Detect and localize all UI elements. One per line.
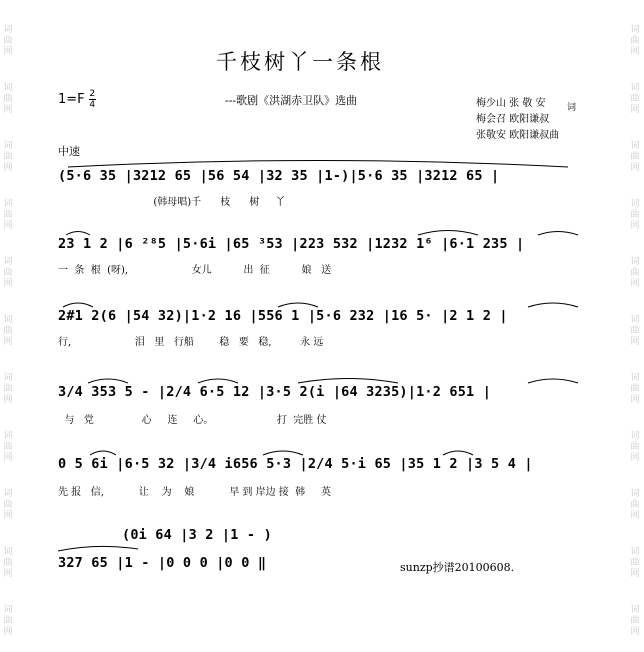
watermark-glyph: 网 <box>630 221 640 231</box>
watermark-glyph: 曲 <box>3 500 13 510</box>
watermark-glyph: 曲 <box>630 152 640 162</box>
watermark-glyph: 曲 <box>630 326 640 336</box>
notes-row-5: 0 5 6i |6·5 32 |3/4 i656 5·3 |2/4 5·i 65 |35 1 2 |3 5 4 | <box>58 456 533 472</box>
watermark-glyph: 词 <box>3 257 13 267</box>
watermark-glyph: 网 <box>630 395 640 405</box>
watermark-glyph: 词 <box>630 489 640 499</box>
watermark-glyph: 词 <box>3 25 13 35</box>
watermark-glyph: 曲 <box>3 152 13 162</box>
watermark-glyph: 词 <box>630 373 640 383</box>
credit-line-2: 梅会召 欧阳谦叔 <box>476 114 550 125</box>
watermark-glyph: 曲 <box>630 442 640 452</box>
watermark-glyph: 词 <box>630 257 640 267</box>
watermark-glyph: 曲 <box>630 210 640 220</box>
watermark-glyph: 网 <box>3 279 13 289</box>
watermark-glyph: 曲 <box>630 558 640 568</box>
key-signature <box>58 90 96 109</box>
watermark-glyph: 词 <box>3 547 13 557</box>
watermark-glyph: 词 <box>630 431 640 441</box>
watermark-glyph: 曲 <box>630 616 640 626</box>
credit-line-3: 张敬安 欧阳谦叔曲 <box>476 130 560 141</box>
watermark-glyph: 网 <box>3 337 13 347</box>
watermark-glyph: 曲 <box>3 616 13 626</box>
slurs-row-2 <box>58 226 583 286</box>
watermark-glyph: 网 <box>3 47 13 57</box>
watermark-glyph: 词 <box>630 25 640 35</box>
watermark-glyph: 曲 <box>3 94 13 104</box>
watermark-glyph: 网 <box>630 47 640 57</box>
watermark-glyph: 词 <box>630 83 640 93</box>
watermark-glyph: 曲 <box>630 94 640 104</box>
watermark-glyph: 曲 <box>630 36 640 46</box>
watermark-glyph: 曲 <box>630 500 640 510</box>
watermark-glyph: 曲 <box>3 210 13 220</box>
watermark-glyph: 网 <box>3 221 13 231</box>
notes-row-2: 23 1 2 |6 ²⁸5 |5·6i |65 ³53 |223 532 |1232 1⁶ |6·1 235 | <box>58 236 525 252</box>
watermark-right <box>628 0 642 652</box>
source-note: ---歌剧《洪湖赤卫队》选曲 <box>225 94 358 107</box>
time-signature <box>89 90 96 109</box>
watermark-glyph: 网 <box>3 163 13 173</box>
watermark-glyph: 词 <box>3 83 13 93</box>
slurs-row-1 <box>58 158 583 218</box>
watermark-glyph: 曲 <box>3 36 13 46</box>
watermark-glyph: 网 <box>630 163 640 173</box>
key-prefix: 1=F <box>58 92 85 107</box>
watermark-glyph: 词 <box>3 373 13 383</box>
watermark-glyph: 词 <box>630 199 640 209</box>
watermark-glyph: 曲 <box>3 442 13 452</box>
song-title: 千枝树丫一条根 <box>216 50 384 74</box>
watermark-glyph: 曲 <box>630 268 640 278</box>
transcriber-note: sunzp抄谱20100608. <box>400 561 515 574</box>
watermark-glyph: 网 <box>3 395 13 405</box>
notes-row-4: 3/4 353 5 - |2/4 6·5 12 |3·5 2(i |64 3235)|1·2 651 | <box>58 384 492 400</box>
watermark-glyph: 词 <box>3 141 13 151</box>
watermark-glyph: 网 <box>3 627 13 637</box>
watermark-glyph: 词 <box>630 547 640 557</box>
watermark-glyph: 词 <box>3 431 13 441</box>
slurs-row-3 <box>58 298 583 358</box>
watermark-glyph: 网 <box>630 627 640 637</box>
watermark-glyph: 词 <box>630 141 640 151</box>
slurs-row-7 <box>58 545 583 605</box>
watermark-glyph: 网 <box>3 105 13 115</box>
watermark-left <box>1 0 15 652</box>
watermark-glyph: 曲 <box>3 268 13 278</box>
watermark-glyph: 词 <box>630 605 640 615</box>
notes-row-3: 2#1 2(6 |54 32)|1·2 16 |556 1 |5·6 232 |16 5· |2 1 2 | <box>58 308 508 324</box>
notes-row-1: (5·6 35 |3212 65 |56 54 |32 35 |1-)|5·6 35 |3212 65 | <box>58 168 500 184</box>
credit-ci: 词 <box>567 103 577 113</box>
watermark-glyph: 网 <box>630 569 640 579</box>
lyrics-row-3: 行, 泪 里 行船 稳 要 稳, 永 远 <box>58 337 324 348</box>
watermark-glyph: 词 <box>630 315 640 325</box>
watermark-glyph: 曲 <box>3 384 13 394</box>
watermark-glyph: 网 <box>630 279 640 289</box>
notes-row-6: (0i 64 |3 2 |1 - ) <box>122 527 272 543</box>
credit-line-1-text: 梅少山 张 敬 安 <box>476 98 546 109</box>
watermark-glyph: 网 <box>630 105 640 115</box>
notes-row-7: 327 65 |1 - |0 0 0 |0 0 ‖ <box>58 555 267 571</box>
watermark-glyph: 网 <box>630 337 640 347</box>
watermark-glyph: 网 <box>630 511 640 521</box>
watermark-glyph: 词 <box>3 199 13 209</box>
lyrics-row-2: 一 条 根 (呀), 女儿 出 征 娘 送 <box>58 265 332 276</box>
lyrics-row-1: (韩母唱)千 枝 树 丫 <box>58 197 286 208</box>
watermark-glyph: 词 <box>3 315 13 325</box>
watermark-glyph: 网 <box>3 511 13 521</box>
time-top: 2 <box>89 89 96 99</box>
watermark-glyph: 网 <box>3 453 13 463</box>
watermark-glyph: 曲 <box>630 384 640 394</box>
watermark-glyph: 曲 <box>3 326 13 336</box>
credit-line-1 <box>476 94 577 113</box>
time-bottom: 4 <box>89 100 96 110</box>
lyrics-row-4: 与 党 心 连 心。 打 完胜 仗 <box>58 415 327 426</box>
watermark-glyph: 网 <box>3 569 13 579</box>
watermark-glyph: 曲 <box>3 558 13 568</box>
watermark-glyph: 词 <box>3 605 13 615</box>
lyrics-row-5: 先 报 信, 让 为 娘 早 到 岸边 接 韩 英 <box>58 487 332 498</box>
watermark-glyph: 网 <box>630 453 640 463</box>
tempo-marking: 中速 <box>58 145 80 158</box>
watermark-glyph: 词 <box>3 489 13 499</box>
